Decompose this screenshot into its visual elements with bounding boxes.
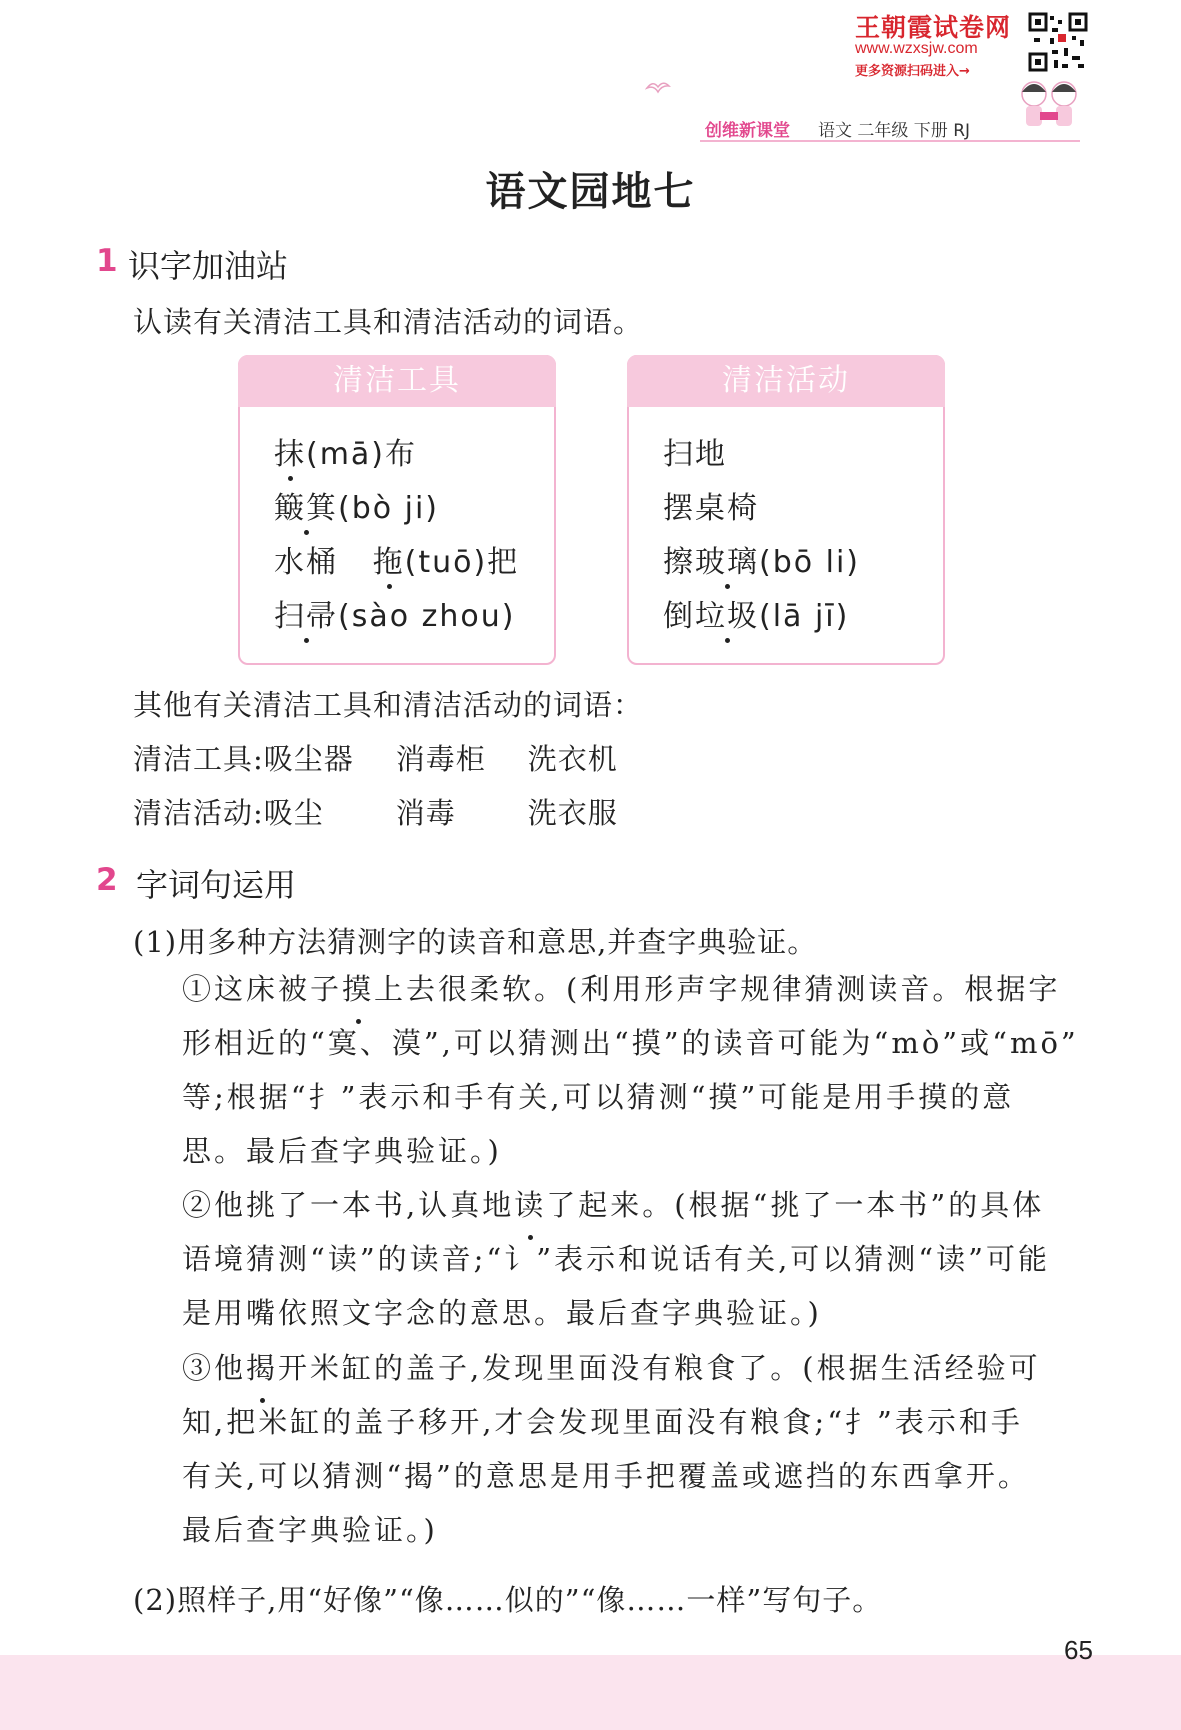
section-1-number: 1 (96, 243, 118, 279)
activity-word-4: 倒垃圾(lā jī) (663, 591, 849, 635)
answer-1 (182, 962, 1079, 1178)
answer-1-line-2: 形相近的“寞、漠”,可以猜测出“摸”的读音可能为“mò”或“mō” (182, 1026, 1079, 1060)
answer-2-line-3: 是用嘴依照文字念的意思。最后查字典验证。) (182, 1296, 822, 1330)
cleaning-activities-box (627, 355, 945, 665)
bird-icon (645, 78, 671, 96)
cleaning-activities-header: 清洁活动 (627, 355, 945, 407)
book-name: 创维新课堂 (705, 121, 790, 141)
answer-1-line-1: ①这床被子摸上去很柔软。(利用形声字规律猜测读音。根据字 (182, 962, 1079, 1016)
other-activities-row (133, 791, 618, 832)
other-activity-word: 洗衣服 (527, 796, 618, 830)
question-1: (1)用多种方法猜测字的读音和意思,并查字典验证。 (133, 925, 818, 959)
activity-word-2: 摆桌椅 (663, 491, 759, 526)
answer-3-line-4: 最后查字典验证。) (182, 1513, 438, 1547)
brand-slogan: 更多资源扫码进入→ (855, 64, 970, 79)
page-number: 65 (1064, 1635, 1093, 1665)
answer-1-line-3: 等;根据“扌”表示和手有关,可以猜测“摸”可能是用手摸的意 (182, 1080, 1015, 1114)
footer-band (0, 1655, 1181, 1730)
other-tool-word: 吸尘器 (263, 742, 354, 776)
children-illustration-icon (1010, 70, 1090, 140)
qr-code-icon[interactable] (1028, 12, 1088, 72)
other-tool-word: 消毒柜 (395, 742, 486, 776)
tool-word-1: 抹(mā)布 (274, 429, 417, 473)
section-1-intro: 认读有关清洁工具和清洁活动的词语。 (133, 305, 644, 339)
other-activities-label: 清洁活动: (133, 796, 264, 830)
answer-2 (182, 1178, 1050, 1340)
cleaning-tools-header: 清洁工具 (238, 355, 556, 407)
other-tool-word: 洗衣机 (527, 742, 618, 776)
other-tools-row (133, 737, 618, 778)
question-2: (2)照样子,用“好像”“像……似的”“像……一样”写句子。 (133, 1583, 883, 1617)
answer-3-line-3: 有关,可以猜测“揭”的意思是用手把覆盖或遮挡的东西拿开。 (182, 1459, 1030, 1493)
answer-3-line-1: ③他揭开米缸的盖子,发现里面没有粮食了。(根据生活经验可 (182, 1341, 1041, 1395)
tool-word-3: 水桶 拖(tuō)把 (274, 537, 519, 581)
section-1-title: 识字加油站 (128, 247, 289, 285)
answer-2-line-1: ②他挑了一本书,认真地读了起来。(根据“挑了一本书”的具体 (182, 1178, 1050, 1232)
other-tools-label: 清洁工具: (133, 742, 264, 776)
answer-3-line-2: 知,把米缸的盖子移开,才会发现里面没有粮食;“扌”表示和手 (182, 1405, 1023, 1439)
section-2-title: 字词句运用 (136, 866, 297, 904)
answer-1-line-4: 思。最后查字典验证。) (182, 1134, 502, 1168)
brand-logo: 王朝霞试卷网 (855, 13, 1012, 42)
section-2-number: 2 (96, 862, 118, 898)
tool-word-2: 簸箕(bò ji) (274, 483, 439, 527)
page-title: 语文园地七 (485, 169, 696, 215)
activity-word-3: 擦玻璃(bō li) (663, 537, 860, 581)
other-words-intro: 其他有关清洁工具和清洁活动的词语： (133, 688, 644, 722)
answer-2-line-2: 语境猜测“读”的读音;“讠”表示和说话有关,可以猜测“读”可能 (182, 1242, 1050, 1276)
cleaning-tools-box (238, 355, 556, 665)
other-activity-word: 消毒 (395, 796, 456, 830)
book-info: 语文 二年级 下册 RJ (818, 121, 971, 141)
brand-url[interactable]: www.wzxsjw.com (855, 40, 978, 57)
activity-word-1: 扫地 (663, 437, 727, 472)
answer-3 (182, 1341, 1041, 1557)
other-activity-word: 吸尘 (263, 796, 324, 830)
tool-word-4: 扫帚(sào zhou) (274, 591, 515, 635)
